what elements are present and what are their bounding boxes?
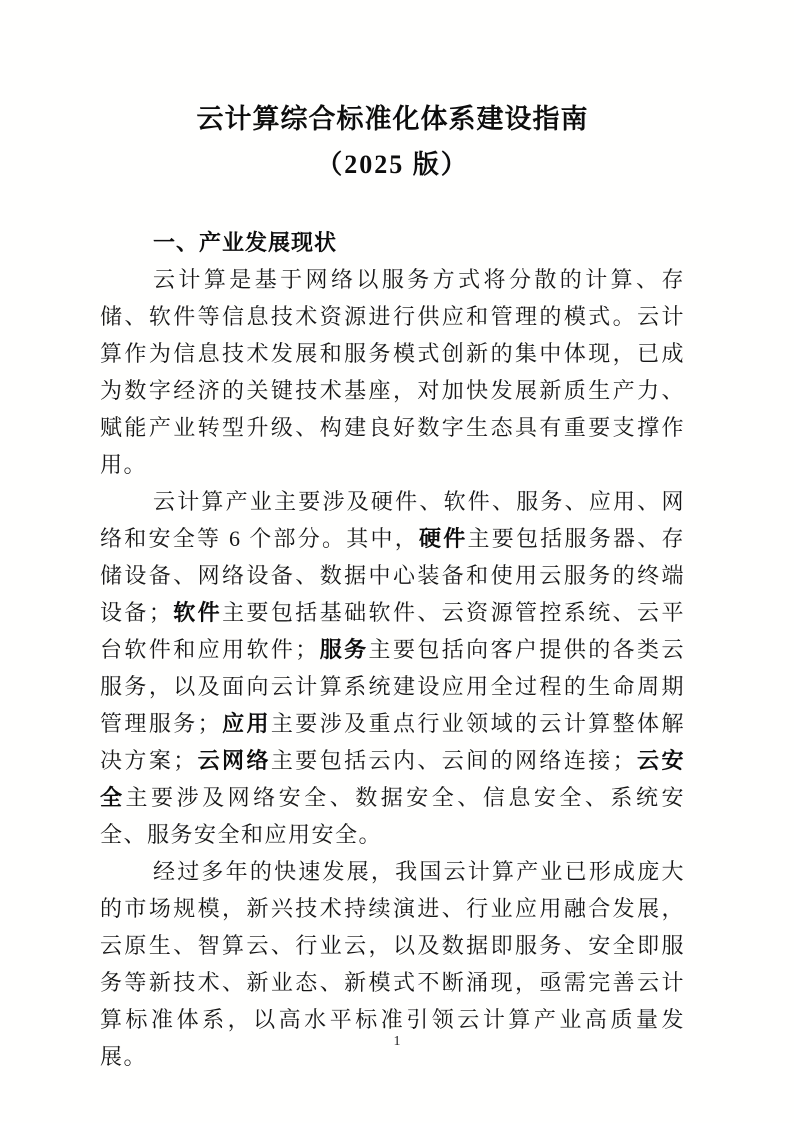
text-run: 云计算产业主要涉及硬件、软件、服务、应用、网络和安全等 6 个部分。其中， [100, 489, 685, 551]
bold-term: 服务 [318, 637, 369, 662]
text-run: 云计算是基于网络以服务方式将分散的计算、存储、软件等信息技术资源进行供应和管理的模式。云计算作为信息技术发展和服务模式创新的集中体现，已成为数字经济的关键技术基座，对加快发展新质生产力、赋能产业转型升级、构建良好数字生态具有重要支撑作用。 [100, 267, 685, 477]
document-title: 云计算综合标准化体系建设指南 [196, 104, 589, 134]
text-run: 主要包括基础软件、云资源管控系统、云平台软件和应用软件； [100, 600, 685, 662]
paragraph [100, 483, 685, 853]
page-footer [0, 1034, 794, 1050]
text-run: 主要包括服务器、存储设备、网络设备、数据中心装备和使用云服务的终端设备； [100, 526, 685, 625]
document-body [100, 261, 685, 1075]
text-run: 主要包括向客户提供的各类云服务，以及面向云计算系统建设应用全过程的生命周期管理服务； [100, 637, 685, 736]
bold-term: 应用 [221, 711, 271, 736]
bold-term: 云安全 [100, 748, 685, 810]
document-subtitle: （2025 版） [316, 150, 469, 179]
bold-term: 云网络 [196, 748, 271, 773]
bold-term: 硬件 [418, 526, 468, 551]
text-run: 经过多年的快速发展，我国云计算产业已形成庞大的市场规模，新兴技术持续演进、行业应用融合发展，云原生、智算云、行业云，以及数据即服务、安全即服务等新技术、新业态、新模式不断涌现，亟需完善云计算标准体系，以高水平标准引领云计算产业高质量发展。 [100, 859, 685, 1069]
bold-term: 软件 [172, 600, 223, 625]
text-run: 主要包括云内、云间的网络连接； [270, 748, 637, 773]
section-heading: 一、产业发展现状 [153, 230, 338, 255]
text-run: 主要涉及重点行业领域的云计算整体解决方案； [100, 711, 685, 773]
text-run: 主要涉及网络安全、数据安全、信息安全、系统安全、服务安全和应用安全。 [100, 785, 685, 847]
paragraph [100, 261, 685, 483]
document-content [100, 96, 685, 1075]
page-number: 1 [393, 1034, 401, 1049]
